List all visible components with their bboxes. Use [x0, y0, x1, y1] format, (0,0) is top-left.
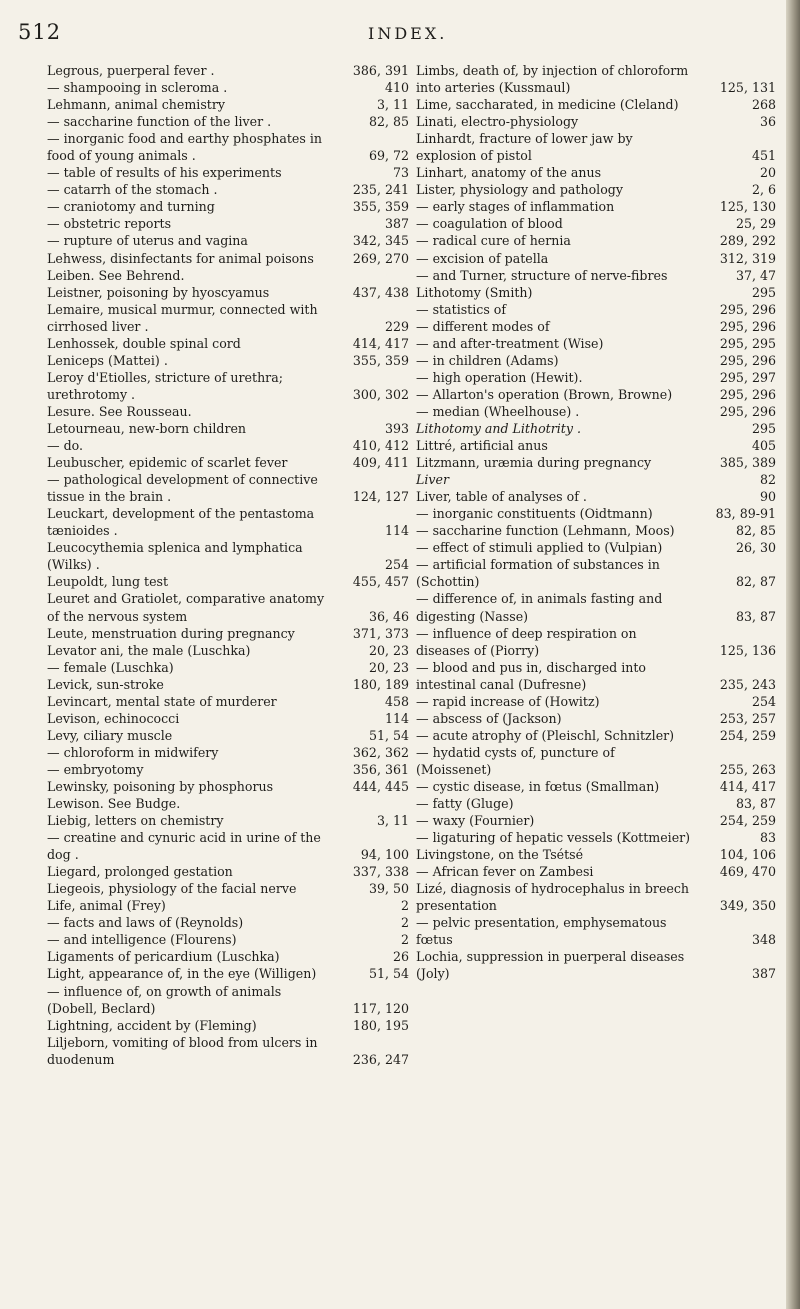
index-entry-text: — ligaturing of hepatic vessels (Kottmeier) [416, 830, 691, 846]
index-entry [416, 403, 776, 420]
index-entry-text: — cystic disease, in fœtus (Smallman) [416, 778, 660, 794]
index-entry-text: Lewison. See Budge. [47, 796, 181, 812]
index-entry [416, 795, 776, 812]
index-entry-pages: 20, 23 [368, 659, 409, 675]
index-entry [47, 505, 409, 539]
index-entry [416, 488, 776, 505]
index-entry-text: — saccharine function (Lehmann, Moos) [416, 523, 675, 539]
index-entry-text: — saccharine function of the liver . [47, 114, 272, 130]
index-entry-pages: 2 [400, 898, 409, 914]
index-entry-text: Linhart, anatomy of the anus [416, 165, 602, 181]
index-entry-text: Leistner, poisoning by hyoscyamus [47, 284, 270, 300]
index-entry-text: Limbs, death of, by injection of chloroform into arteries (Kussmaul) [416, 63, 689, 96]
index-entry [47, 829, 409, 863]
index-entry-text: — high operation (Hewit). [416, 369, 583, 385]
index-entry-pages: 268 [751, 97, 776, 113]
index-entry-text: Leute, menstruation during pregnancy [47, 625, 295, 641]
index-entry [47, 693, 409, 710]
index-entry-pages: 254 [384, 557, 409, 573]
index-entry [416, 863, 776, 880]
index-entry [416, 505, 776, 522]
index-entry-text: — median (Wheelhouse) . [416, 403, 580, 419]
index-entry [416, 352, 776, 369]
index-entry-text: — shampooing in scleroma . [47, 80, 228, 96]
index-entry [47, 130, 409, 164]
index-entry-text: Levincart, mental state of murderer [47, 693, 277, 709]
index-entry-pages: 235, 243 [719, 676, 776, 692]
index-entry [47, 352, 409, 369]
index-entry-text: Lehmann, animal chemistry [47, 97, 225, 113]
index-entry [416, 284, 776, 301]
index-entry-text: — rapid increase of (Howitz) [416, 693, 600, 709]
index-entry-pages: 444, 445 [352, 778, 409, 794]
index-entry [416, 318, 776, 335]
index-entry [47, 710, 409, 727]
index-entry [47, 931, 409, 948]
index-entry [47, 79, 409, 96]
index-entry [416, 335, 776, 352]
index-entry [47, 676, 409, 693]
index-entry [47, 301, 409, 335]
index-entry [47, 880, 409, 897]
index-column-right [416, 62, 776, 983]
index-entry [47, 96, 409, 113]
index-entry-text: — acute atrophy of (Pleischl, Schnitzler) [416, 727, 675, 743]
index-entry [416, 693, 776, 710]
index-entry [416, 301, 776, 318]
index-entry-pages: 356, 361 [352, 761, 409, 777]
index-entry-text: Linati, electro-physiology [416, 114, 579, 130]
index-entry-text: — female (Luschka) [47, 659, 174, 675]
index-entry-pages: 410 [384, 80, 409, 96]
index-entry-text: Lizé, diagnosis of hydrocephalus in breech presentation [416, 881, 690, 914]
index-entry-pages: 82, 85 [368, 114, 409, 130]
index-entry-pages: 295, 296 [719, 318, 776, 334]
index-entry-pages: 36 [759, 114, 776, 130]
index-entry-pages: 114 [384, 710, 409, 726]
index-entry [416, 948, 776, 982]
index-entry-text: Letourneau, new-born children [47, 420, 247, 436]
index-entry-text: — rupture of uterus and vagina [47, 233, 248, 249]
index-entry-pages: 124, 127 [352, 489, 409, 505]
page-number: 512 [18, 20, 62, 44]
index-entry [47, 164, 409, 181]
index-entry [47, 727, 409, 744]
index-entry-pages: 26 [392, 949, 409, 965]
index-entry-text: — table of results of his experiments [47, 165, 282, 181]
index-entry-pages: 26, 30 [735, 540, 776, 556]
index-entry-text: Life, animal (Frey) [47, 898, 166, 914]
index-entry [416, 727, 776, 744]
index-entry-pages: 455, 457 [352, 574, 409, 590]
index-entry-text: Lithotomy (Smith) [416, 284, 533, 300]
index-entry [47, 198, 409, 215]
index-entry-pages: 180, 189 [352, 676, 409, 692]
index-entry [47, 1017, 409, 1034]
index-column-left [47, 62, 409, 1068]
index-entry-text: Leuckart, development of the pentastoma tænioides . [47, 506, 315, 539]
index-entry-pages: 295 [751, 284, 776, 300]
index-entry-pages: 83 [759, 830, 776, 846]
page-header [18, 20, 782, 50]
index-entry-pages: 348 [751, 932, 776, 948]
index-entry-text: — influence of, on growth of animals (Dobell, Beclard) [47, 983, 282, 1016]
index-entry [416, 914, 776, 948]
index-entry [416, 113, 776, 130]
index-entry-text: — fatty (Gluge) [416, 796, 514, 812]
index-entry-pages: 20 [759, 165, 776, 181]
index-entry-text: — excision of patella [416, 250, 549, 266]
index-entry-text: Linhardt, fracture of lower jaw by explosion of pistol [416, 131, 633, 164]
index-entry-text: — do. [47, 438, 84, 454]
index-entry-pages: 387 [384, 216, 409, 232]
index-entry [47, 778, 409, 795]
index-entry-text: Levy, ciliary muscle [47, 727, 173, 743]
index-entry-pages: 125, 130 [719, 199, 776, 215]
index-entry [47, 454, 409, 471]
index-entry [416, 454, 776, 471]
index-entry [47, 250, 409, 267]
index-entry [47, 471, 409, 505]
index-entry [416, 812, 776, 829]
index-entry-text: Leniceps (Mattei) . [47, 352, 168, 368]
index-entry-pages: 51, 54 [368, 727, 409, 743]
index-entry-text: — different modes of [416, 318, 550, 334]
index-entry [416, 250, 776, 267]
index-entry-text: — radical cure of hernia [416, 233, 571, 249]
index-entry-pages: 90 [759, 489, 776, 505]
index-entry-text: Levator ani, the male (Luschka) [47, 642, 251, 658]
index-entry-pages: 295, 295 [719, 335, 776, 351]
index-entry-text: Legrous, puerperal fever . [47, 63, 215, 78]
index-entry-pages: 355, 359 [352, 199, 409, 215]
index-entry [47, 914, 409, 931]
index-entry-text: Lewinsky, poisoning by phosphorus [47, 778, 274, 794]
index-entry [47, 369, 409, 403]
index-entry [416, 96, 776, 113]
index-entry-pages: 25, 29 [735, 216, 776, 232]
index-entry-text: — inorganic constituents (Oidtmann) [416, 506, 653, 522]
index-entry-text: Lesure. See Rousseau. [47, 403, 192, 419]
index-entry-text: Ligaments of pericardium (Luschka) [47, 949, 280, 965]
index-entry-text: — Allarton's operation (Brown, Browne) [416, 386, 673, 402]
index-entry-pages: 451 [751, 148, 776, 164]
index-entry-pages: 20, 23 [368, 642, 409, 658]
index-entry-pages: 37, 47 [735, 267, 776, 283]
index-entry [47, 403, 409, 420]
index-entry-text: — inorganic food and earthy phosphates in food of young animals . [47, 131, 322, 164]
index-entry [47, 625, 409, 642]
index-entry-pages: 312, 319 [719, 250, 776, 266]
index-entry-pages: 229 [384, 318, 409, 334]
index-entry-text: — embryotomy [47, 761, 144, 777]
index-entry [47, 983, 409, 1017]
index-entry [47, 965, 409, 982]
index-entry-text: — in children (Adams) [416, 352, 559, 368]
index-entry-pages: 254, 259 [719, 727, 776, 743]
index-entry-pages: 83, 87 [735, 796, 776, 812]
index-entry [47, 744, 409, 761]
index-entry-pages: 125, 131 [719, 80, 776, 96]
index-entry [47, 1034, 409, 1068]
index-entry-text: — waxy (Fournier) [416, 813, 535, 829]
index-entry-text: Leubuscher, epidemic of scarlet fever [47, 455, 288, 471]
index-entry-pages: 295, 296 [719, 386, 776, 402]
index-entry-pages: 254, 259 [719, 813, 776, 829]
index-entry-pages: 437, 438 [352, 284, 409, 300]
index-entry-text: — chloroform in midwifery [47, 744, 219, 760]
index-entry-text: — coagulation of blood [416, 216, 563, 232]
index-entry [416, 778, 776, 795]
index-entry-pages: 3, 11 [376, 813, 409, 829]
index-entry [416, 369, 776, 386]
index-entry-pages: 410, 412 [352, 438, 409, 454]
index-entry-pages: 117, 120 [352, 1000, 409, 1016]
index-entry [416, 215, 776, 232]
index-entry-text: — difference of, in animals fasting and digesting (Nasse) [416, 591, 663, 624]
index-entry-pages: 337, 338 [352, 864, 409, 880]
index-entry-pages: 295, 296 [719, 403, 776, 419]
index-entry-text: — creatine and cynuric acid in urine of the dog . [47, 830, 321, 863]
index-entry [416, 710, 776, 727]
index-entry-pages: 2 [400, 915, 409, 931]
index-entry [47, 590, 409, 624]
index-entry-text: Lister, physiology and pathology [416, 182, 623, 198]
index-entry [416, 880, 776, 914]
page-edge-shadow [786, 0, 800, 1309]
index-entry-pages: 387 [751, 966, 776, 982]
index-entry-text: — pelvic presentation, emphysematous fœtus [416, 915, 667, 948]
index-entry-text: Light, appearance of, in the eye (Willigen) [47, 966, 317, 982]
index-entry [416, 386, 776, 403]
index-entry [416, 420, 776, 437]
index-entry-text: Lenhossek, double spinal cord [47, 335, 241, 351]
index-entry-pages: 295, 296 [719, 301, 776, 317]
index-entry [47, 897, 409, 914]
page-title: INDEX. [368, 24, 448, 43]
index-entry-text: Liebig, letters on chemistry [47, 813, 224, 829]
index-entry-text: Lime, saccharated, in medicine (Cleland) [416, 97, 679, 113]
index-entry-text: Leucocythemia splenica and lymphatica (Wilks) . [47, 540, 303, 573]
index-entry-pages: 94, 100 [360, 847, 409, 863]
index-entry-text: Leroy d'Etiolles, stricture of urethra; urethrotomy . [47, 369, 283, 402]
index-entry-text: Liljeborn, vomiting of blood from ulcers in duodenum [47, 1034, 318, 1067]
index-entry-pages: 104, 106 [719, 847, 776, 863]
index-entry [47, 948, 409, 965]
index-entry [47, 642, 409, 659]
index-entry [416, 437, 776, 454]
index-entry-pages: 295, 297 [719, 369, 776, 385]
index-entry [416, 181, 776, 198]
index-entry [416, 829, 776, 846]
index-entry-text: Leiben. See Behrend. [47, 267, 185, 283]
index-entry-pages: 36, 46 [368, 608, 409, 624]
index-entry [47, 812, 409, 829]
index-entry-pages: 295 [751, 420, 776, 436]
index-entry-pages: 409, 411 [352, 455, 409, 471]
index-entry-pages: 39, 50 [368, 881, 409, 897]
index-entry-pages: 386, 391 [352, 63, 409, 78]
index-entry-text: Leuret and Gratiolet, comparative anatomy of the nervous system [47, 591, 325, 624]
index-entry-text: — blood and pus in, discharged into intestinal canal (Dufresne) [416, 659, 646, 692]
index-entry-text: Lehwess, disinfectants for animal poisons [47, 250, 314, 266]
index-entry-text: Levison, echinococci [47, 710, 180, 726]
index-entry [47, 62, 409, 79]
index-entry-pages: 235, 241 [352, 182, 409, 198]
index-entry-text: — facts and laws of (Reynolds) [47, 915, 244, 931]
index-entry [416, 539, 776, 556]
index-entry [416, 164, 776, 181]
index-entry-pages: 180, 195 [352, 1017, 409, 1033]
index-entry-text: Lemaire, musical murmur, connected with cirrhosed liver . [47, 301, 318, 334]
index-entry-text: Liegard, prolonged gestation [47, 864, 233, 880]
index-entry-text: Littré, artificial anus [416, 438, 548, 454]
index-entry [47, 761, 409, 778]
index-entry-pages: 393 [384, 420, 409, 436]
index-entry-text: Liegeois, physiology of the facial nerve [47, 881, 297, 897]
index-entry [47, 181, 409, 198]
index-entry [416, 659, 776, 693]
index-entry-text: Liver, table of analyses of . [416, 489, 587, 505]
index-entry-pages: 82, 85 [735, 523, 776, 539]
index-entry-pages: 458 [384, 693, 409, 709]
index-entry-text: — pathological development of connective tissue in the brain . [47, 472, 318, 505]
index-entry-text: — statistics of [416, 301, 507, 317]
index-entry-pages: 2, 6 [751, 182, 776, 198]
index-entry-pages: 362, 362 [352, 744, 409, 760]
index-entry-text: Liver [416, 472, 449, 488]
index-entry [47, 335, 409, 352]
index-entry-text: — obstetric reports [47, 216, 172, 232]
index-entry [47, 420, 409, 437]
index-entry-pages: 51, 54 [368, 966, 409, 982]
index-entry-text: Lithotomy and Lithotrity . [416, 420, 581, 436]
index-entry-text: Livingstone, on the Tsétsé [416, 847, 584, 863]
index-entry [416, 556, 776, 590]
index-entry-pages: 300, 302 [352, 386, 409, 402]
index-entry [416, 625, 776, 659]
index-entry-text: Leupoldt, lung test [47, 574, 169, 590]
index-entry [416, 198, 776, 215]
index-entry-pages: 289, 292 [719, 233, 776, 249]
index-entry-text: — hydatid cysts of, puncture of (Moissenet) [416, 744, 615, 777]
index-entry-pages: 254 [751, 693, 776, 709]
index-entry-pages: 114 [384, 523, 409, 539]
index-entry [47, 232, 409, 249]
index-entry [47, 267, 409, 284]
index-entry [47, 573, 409, 590]
index-entry-pages: 469, 470 [719, 864, 776, 880]
index-entry-text: — craniotomy and turning [47, 199, 215, 215]
index-entry-text: Levick, sun-stroke [47, 676, 164, 692]
index-entry-pages: 2 [400, 932, 409, 948]
index-entry [47, 215, 409, 232]
index-entry-pages: 82, 87 [735, 574, 776, 590]
index-entry-pages: 73 [392, 165, 409, 181]
index-entry-text: — influence of deep respiration on diseases of (Piorry) [416, 625, 637, 658]
index-entry-pages: 349, 350 [719, 898, 776, 914]
index-entry-pages: 371, 373 [352, 625, 409, 641]
index-entry-text: — effect of stimuli applied to (Vulpian) [416, 540, 663, 556]
index-entry-pages: 83, 87 [735, 608, 776, 624]
index-entry [416, 62, 776, 96]
index-entry-pages: 82 [759, 472, 776, 488]
index-entry-text: — and after-treatment (Wise) [416, 335, 604, 351]
index-entry-pages: 414, 417 [352, 335, 409, 351]
index-entry-pages: 295, 296 [719, 352, 776, 368]
index-entry-pages: 269, 270 [352, 250, 409, 266]
index-entry-text: — catarrh of the stomach . [47, 182, 218, 198]
index-entry [47, 437, 409, 454]
index-entry [47, 284, 409, 301]
index-entry [416, 130, 776, 164]
index-entry [416, 267, 776, 284]
index-entry [416, 744, 776, 778]
index-entry-pages: 125, 136 [719, 642, 776, 658]
index-entry-text: — artificial formation of substances in (Schottin) [416, 557, 660, 590]
index-entry [416, 590, 776, 624]
index-entry [47, 659, 409, 676]
index-entry [47, 113, 409, 130]
index-entry-text: Litzmann, uræmia during pregnancy [416, 455, 652, 471]
index-entry-text: Lightning, accident by (Fleming) [47, 1017, 257, 1033]
index-entry-text: — African fever on Zambesi [416, 864, 594, 880]
index-entry-text: — abscess of (Jackson) [416, 710, 562, 726]
index-entry-pages: 236, 247 [352, 1051, 409, 1067]
index-entry-pages: 355, 359 [352, 352, 409, 368]
index-entry-pages: 69, 72 [368, 148, 409, 164]
index-entry [47, 863, 409, 880]
index-entry-text: — and intelligence (Flourens) [47, 932, 237, 948]
index-entry-pages: 342, 345 [352, 233, 409, 249]
index-entry [416, 471, 776, 488]
index-entry-pages: 385, 389 [719, 455, 776, 471]
index-entry [47, 539, 409, 573]
index-entry-text: — early stages of inflammation [416, 199, 615, 215]
index-entry-pages: 253, 257 [719, 710, 776, 726]
index-entry-pages: 405 [751, 438, 776, 454]
index-entry-pages: 3, 11 [376, 97, 409, 113]
index-entry-text: — and Turner, structure of nerve-fibres [416, 267, 668, 283]
index-entry-pages: 414, 417 [719, 778, 776, 794]
index-entry-pages: 83, 89-91 [715, 506, 776, 522]
index-entry [416, 846, 776, 863]
index-entry [416, 522, 776, 539]
index-entry-text: Lochia, suppression in puerperal diseases (Joly) [416, 949, 685, 982]
index-entry [416, 232, 776, 249]
index-entry-pages: 255, 263 [719, 761, 776, 777]
index-entry [47, 795, 409, 812]
